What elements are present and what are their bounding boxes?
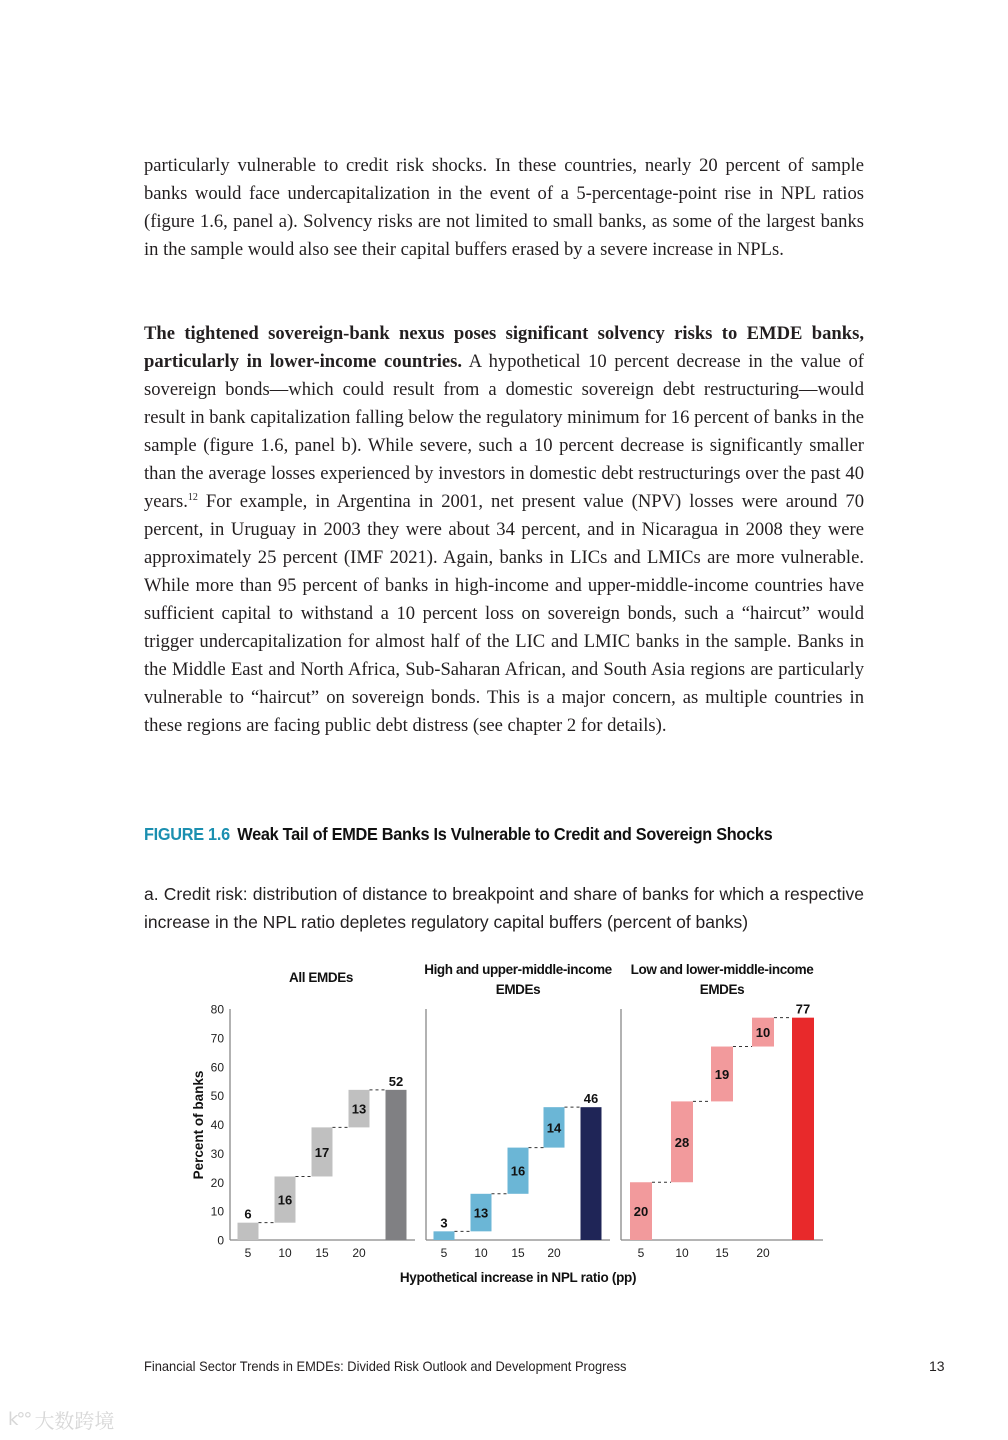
paragraph-text: A hypothetical 10 percent decrease in the value of sovereign bonds—which could result from a domestic sovereign debt restructuring—would result in bank capitalization falling below the regulatory minimum for 16 percent of banks in the sample (figure 1.6, panel b). While severe, such a 10 percent decrease is significantly smaller than the average losses experienced by investors in domestic debt restructurings over the past 40 years. (144, 351, 864, 512)
panel-title: All EMDEs (289, 970, 353, 985)
panel-title: High and upper-middle-income (424, 962, 612, 977)
panel-a-caption: a. Credit risk: distribution of distance to breakpoint and share of banks for which a respective increase in the NPL ratio depletes regulatory capital buffers (percent of banks) (144, 884, 864, 932)
data-label: 28 (674, 1134, 690, 1150)
data-label: 13 (351, 1101, 367, 1117)
panel-title: EMDEs (495, 982, 541, 997)
y-tick-label: 60 (210, 1060, 224, 1075)
x-tick-label: 10 (675, 1246, 689, 1260)
total-label: 52 (388, 1073, 404, 1089)
watermark-text: 大数跨境 (34, 1409, 115, 1433)
data-label: 20 (633, 1204, 649, 1220)
body-paragraph-1: particularly vulnerable to credit risk shocks. In these countries, nearly 20 percent of sample banks would face undercapitalization in the event of a 5-percentage-point rise in NPL ratios (figure 1.6, panel a). Solvency risks are not limited to small banks, as some of the largest banks in the sample would also see their capital buffers erased by a severe increase in NPLs. (144, 155, 864, 260)
y-tick-label: 20 (210, 1175, 224, 1190)
x-tick-label: 10 (474, 1246, 488, 1260)
y-tick-label: 30 (210, 1146, 224, 1161)
panel-title: Low and lower-middle-income (630, 962, 814, 977)
x-tick-label: 15 (315, 1246, 329, 1260)
x-tick-label: 5 (244, 1246, 252, 1260)
y-tick-label: 80 (210, 1002, 224, 1017)
data-label: 3 (440, 1215, 448, 1231)
paragraph-lead-bold: The tightened sovereign-bank nexus poses significant solvency risks to EMDE banks, particularly in lower-income countries. (144, 323, 864, 372)
x-tick-label: 15 (511, 1246, 525, 1260)
x-tick-label: 15 (715, 1246, 729, 1260)
data-label: 16 (277, 1192, 293, 1208)
x-tick-label: 5 (637, 1246, 645, 1260)
x-axis-label: Hypothetical increase in NPL ratio (pp) (399, 1270, 637, 1285)
x-tick-label: 10 (278, 1246, 292, 1260)
y-tick-label: 0 (217, 1233, 224, 1248)
paragraph-text-continued: For example, in Argentina in 2001, net present value (NPV) losses were around 70 percent, in Uruguay in 2003 they were about 34 percent, and in Nicaragua in 2008 they were approximately 25 percent (IMF 2021). Again, banks in LICs and LMICs are more vulnerable. While more than 95 percent of banks in high-income and upper-middle-income countries have sufficient capital to withstand a 10 percent loss on sovereign bonds, such a “haircut” would trigger undercapitalization for almost half of the LIC and LMIC banks in the sample. Banks in the Middle East and North Africa, Sub-Saharan African, and South Asia regions are particularly vulnerable to “haircut” on sovereign bonds. This is a major concern, as multiple countries in these regions are facing public debt distress (see chapter 2 for details). (144, 491, 864, 736)
y-tick-label: 70 (210, 1031, 224, 1046)
total-label: 46 (583, 1091, 599, 1107)
increment-bar (434, 1231, 455, 1240)
watermark (8, 1405, 114, 1434)
total-bar (792, 1018, 814, 1240)
x-tick-label: 20 (352, 1246, 366, 1260)
total-bar (581, 1107, 602, 1240)
panel-title: EMDEs (699, 982, 745, 997)
figure-number: FIGURE 1.6 (144, 824, 230, 844)
data-label: 10 (755, 1025, 771, 1041)
data-label: 19 (714, 1066, 730, 1082)
data-label: 13 (473, 1205, 489, 1221)
data-label: 14 (546, 1120, 562, 1136)
y-tick-label: 10 (210, 1204, 224, 1219)
data-label: 6 (244, 1206, 252, 1222)
footer-title: Financial Sector Trends in EMDEs: Divided Risk Outlook and Development Progress (144, 1358, 627, 1374)
x-tick-label: 20 (756, 1246, 770, 1260)
total-bar (386, 1090, 407, 1240)
increment-bar (238, 1223, 259, 1240)
y-axis-label: Percent of banks (191, 1070, 206, 1180)
x-tick-label: 20 (547, 1246, 561, 1260)
y-tick-label: 40 (210, 1118, 224, 1132)
x-tick-label: 5 (440, 1246, 448, 1260)
data-label: 17 (314, 1144, 330, 1160)
total-label: 77 (795, 1001, 811, 1017)
y-tick-label: 50 (210, 1089, 224, 1104)
data-label: 16 (510, 1163, 526, 1179)
page-number: 13 (929, 1358, 945, 1374)
watermark-logo-icon: k°° (8, 1409, 31, 1430)
footnote-marker[interactable]: 12 (187, 491, 198, 503)
figure-title-text: Weak Tail of EMDE Banks Is Vulnerable to Credit and Sovereign Shocks (237, 824, 773, 844)
